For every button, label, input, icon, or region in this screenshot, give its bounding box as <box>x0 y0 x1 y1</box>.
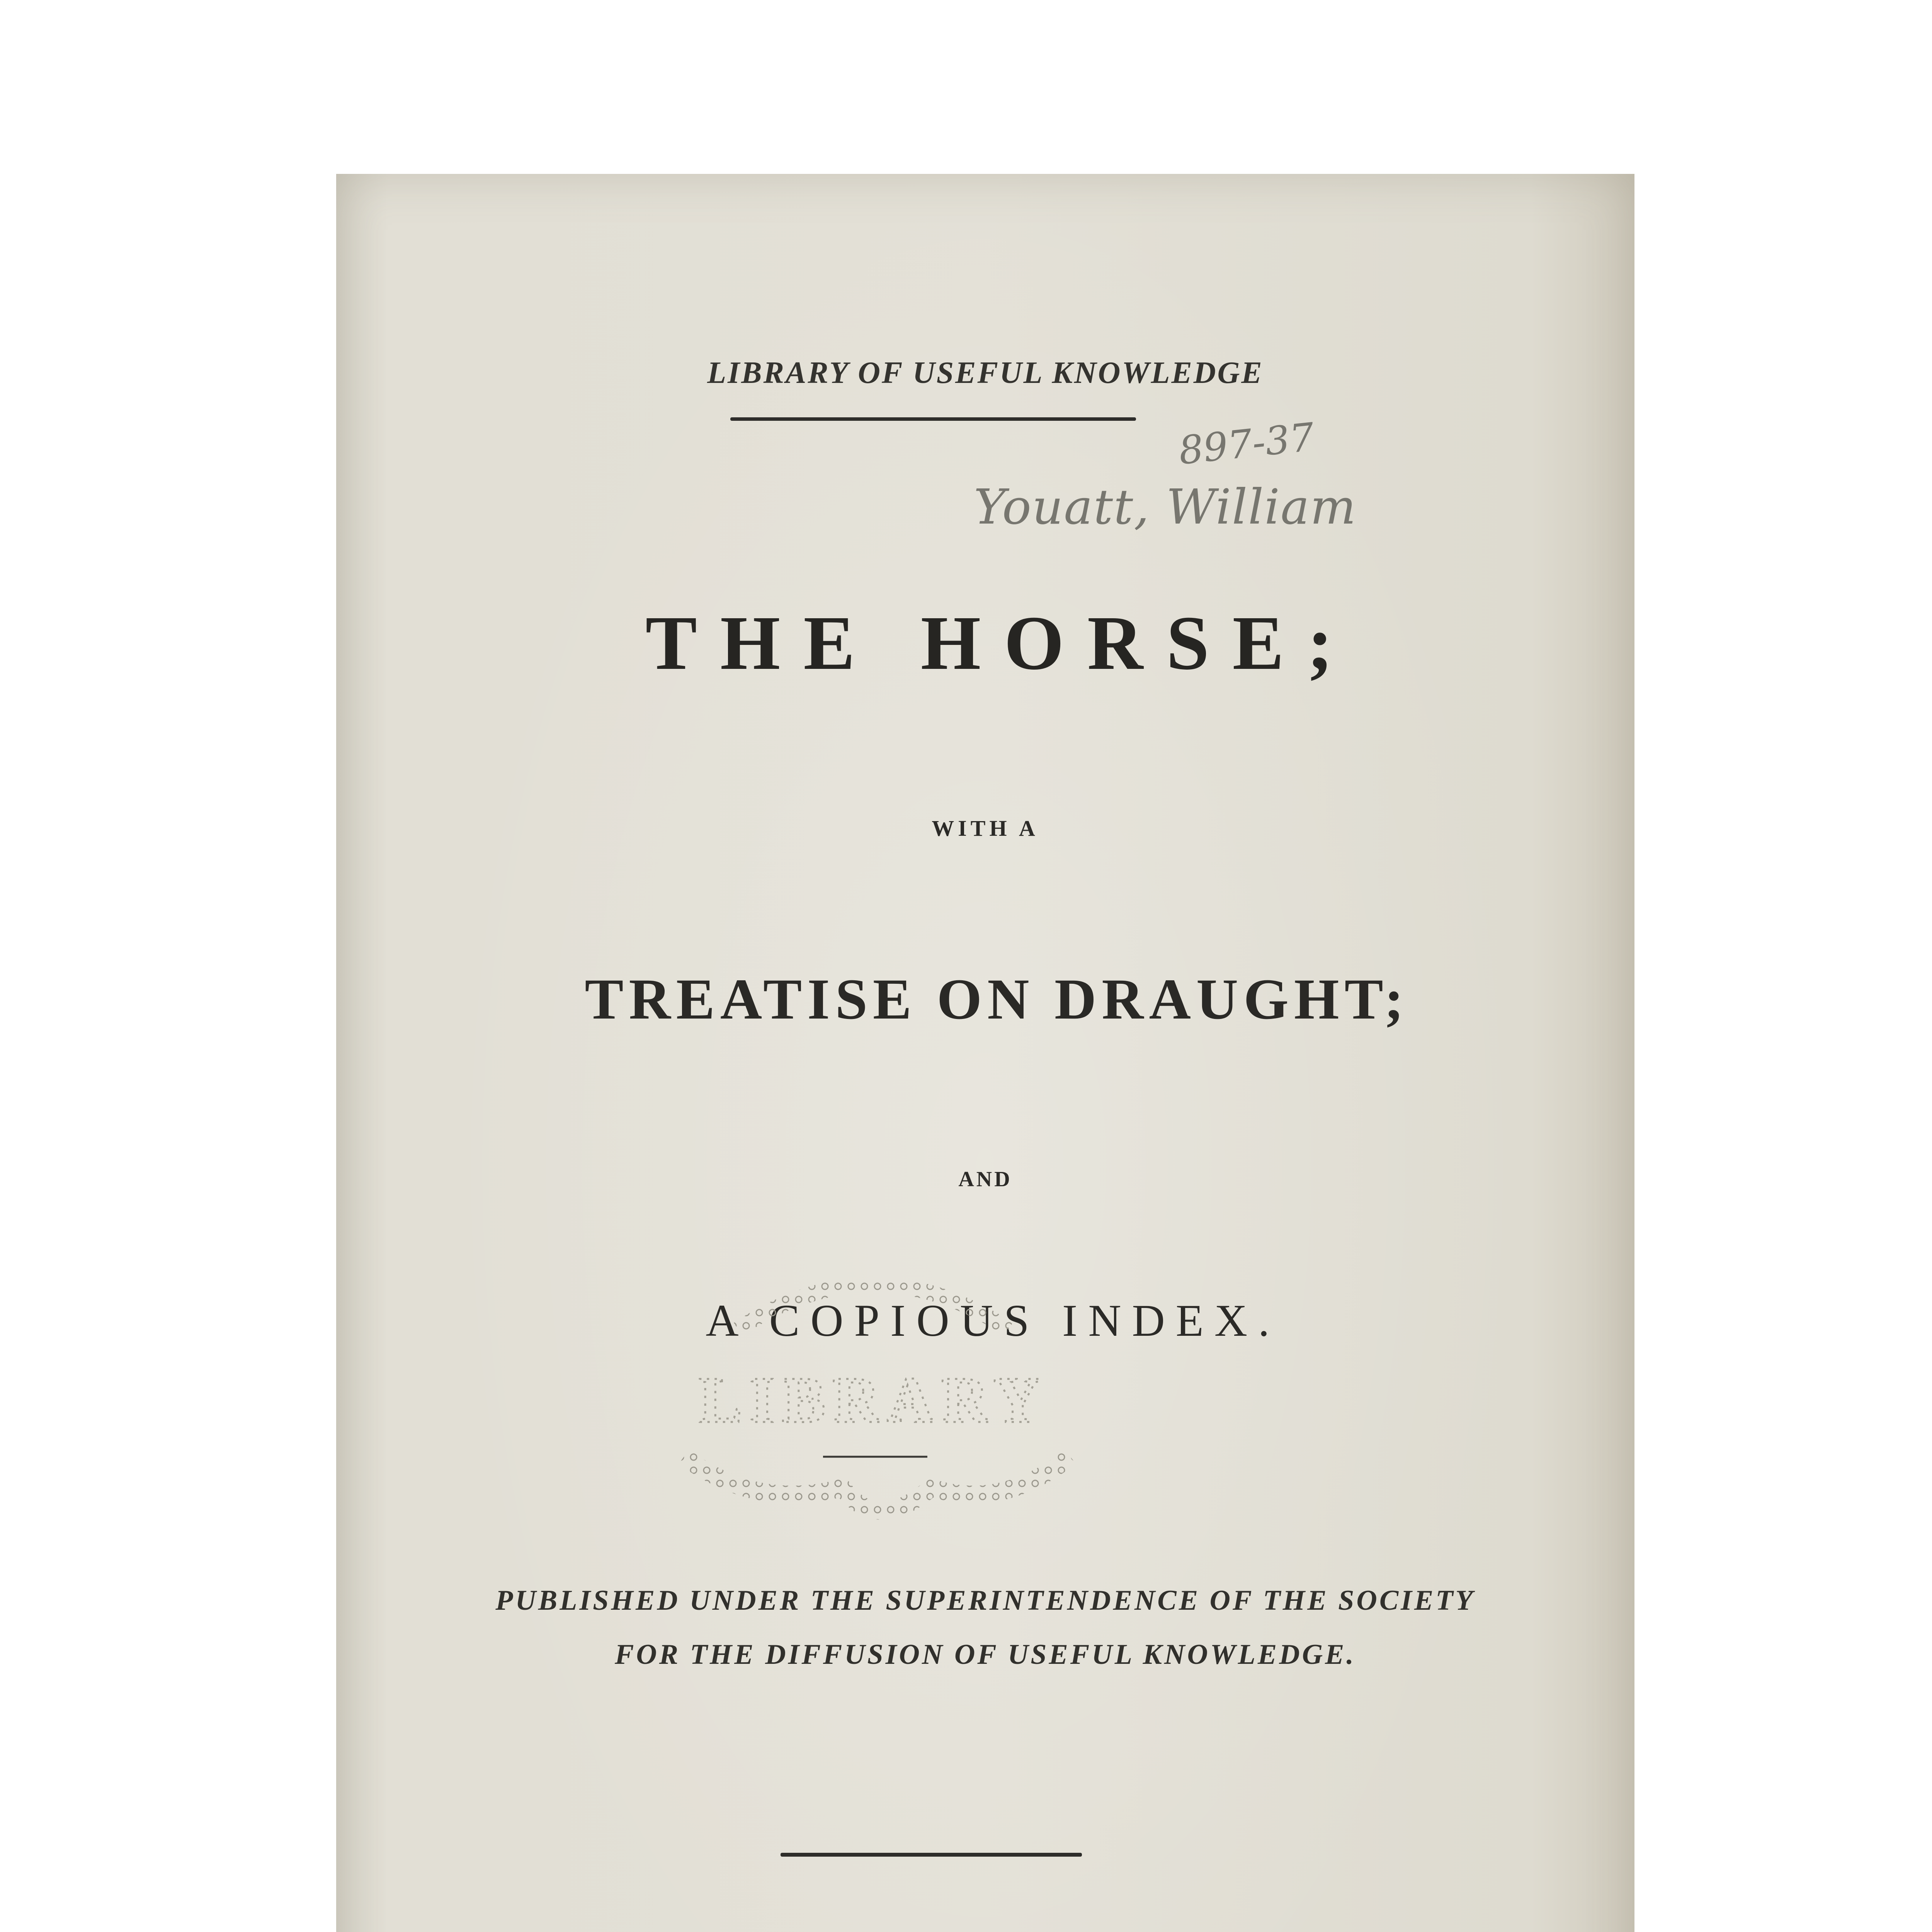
imprint-line-2: FOR THE DIFFUSION OF USEFUL KNOWLEDGE. <box>614 1639 1356 1670</box>
handwritten-call-number: 897-37 <box>1176 414 1317 474</box>
middle-rule <box>781 1853 1082 1857</box>
connector-with-a: WITH A <box>932 816 1039 841</box>
stamp-text: LIBRARY <box>698 1364 1048 1436</box>
scanned-title-page <box>336 174 1634 1932</box>
series-title: LIBRARY OF USEFUL KNOWLEDGE <box>707 356 1264 390</box>
handwritten-author-name: Youatt, William <box>974 479 1357 535</box>
imprint-line-1: PUBLISHED UNDER THE SUPERINTENDENCE OF THE SOCIETY <box>495 1585 1475 1616</box>
connector-and: AND <box>958 1167 1012 1191</box>
perforated-library-stamp <box>661 1240 1086 1549</box>
index-line: A COPIOUS INDEX. <box>706 1295 1281 1346</box>
book-subtitle: TREATISE ON DRAUGHT; <box>585 967 1409 1031</box>
book-title: THE HORSE; <box>645 600 1356 686</box>
top-rule <box>730 417 1136 421</box>
